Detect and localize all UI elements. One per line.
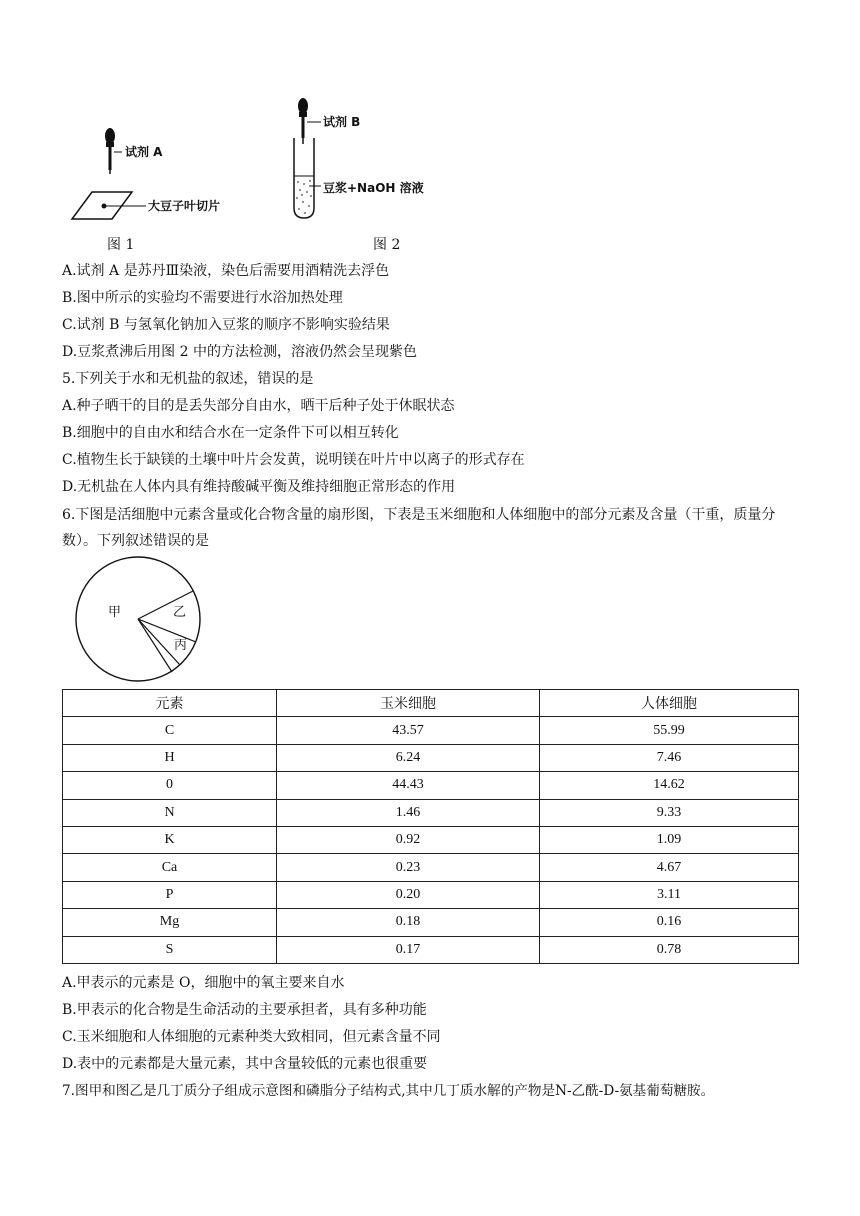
pie-label-bing: 丙 <box>174 638 188 653</box>
corn-value-cell: 0.23 <box>277 854 540 881</box>
q7-stem: 7.图甲和图乙是几丁质分子组成示意图和磷脂分子结构式,其中几丁质水解的产物是N-乙酰-D-氨基葡萄糖胺。 <box>62 1083 715 1099</box>
corn-value-cell: 44.43 <box>277 772 540 799</box>
q4-option-a: A.试剂 A 是苏丹Ⅲ染液，染色后需要用酒精洗去浮色 <box>62 263 390 279</box>
table-row <box>63 909 799 936</box>
corn-value-cell: 0.17 <box>277 936 540 963</box>
human-value-cell: 0.16 <box>540 909 799 936</box>
table-row <box>63 936 799 963</box>
table-row <box>63 826 799 853</box>
pie-divider-2 <box>138 619 196 642</box>
q5-option-d: D.无机盐在人体内具有维持酸碱平衡及维持细胞正常形态的作用 <box>62 479 456 495</box>
reagent-a-label: 试剂 A <box>125 145 163 159</box>
element-cell: K <box>63 826 277 853</box>
corn-value-cell: 0.92 <box>277 826 540 853</box>
q4-option-c: C.试剂 B 与氢氧化钠加入豆浆的顺序不影响实验结果 <box>62 317 390 333</box>
element-content-table <box>62 689 799 964</box>
table-header-element: 元素 <box>63 690 277 717</box>
pie-chart <box>72 555 212 683</box>
soybean-slice-label: 大豆子叶切片 <box>148 199 221 213</box>
q6-option-a: A.甲表示的元素是 O，细胞中的氧主要来自水 <box>62 975 345 991</box>
test-tube-illustration <box>285 96 485 226</box>
element-cell: S <box>63 936 277 963</box>
table-row <box>63 744 799 771</box>
element-cell: P <box>63 881 277 908</box>
human-value-cell: 7.46 <box>540 744 799 771</box>
q5-option-c: C.植物生长于缺镁的土壤中叶片会发黄，说明镁在叶片中以离子的形式存在 <box>62 452 525 468</box>
human-value-cell: 55.99 <box>540 717 799 744</box>
q5-stem: 5.下列关于水和无机盐的叙述，错误的是 <box>62 371 314 387</box>
table-row <box>63 772 799 799</box>
corn-value-cell: 0.18 <box>277 909 540 936</box>
table-row <box>63 799 799 826</box>
element-cell: H <box>63 744 277 771</box>
table-row <box>63 854 799 881</box>
human-value-cell: 14.62 <box>540 772 799 799</box>
human-value-cell: 3.11 <box>540 881 799 908</box>
corn-value-cell: 43.57 <box>277 717 540 744</box>
dropper-and-slide-illustration <box>70 122 270 232</box>
pie-label-yi: 乙 <box>173 605 187 620</box>
figure-1-caption: 图 1 <box>107 237 135 253</box>
q6-stem: 6.下图是活细胞中元素含量或化合物含量的扇形图，下表是玉米细胞和人体细胞中的部分元素及含量（干重，质量分数）。下列叙述错误的是 <box>62 507 776 549</box>
q6-option-c: C.玉米细胞和人体细胞的元素种类大致相同，但元素含量不同 <box>62 1029 441 1045</box>
human-value-cell: 9.33 <box>540 799 799 826</box>
soymilk-naoh-label: 豆浆+NaOH 溶液 <box>323 181 424 195</box>
table-row <box>63 881 799 908</box>
figure-2 <box>285 96 485 226</box>
element-cell: C <box>63 717 277 744</box>
human-value-cell: 1.09 <box>540 826 799 853</box>
corn-value-cell: 0.20 <box>277 881 540 908</box>
human-value-cell: 0.78 <box>540 936 799 963</box>
element-cell: Mg <box>63 909 277 936</box>
element-cell: N <box>63 799 277 826</box>
corn-value-cell: 6.24 <box>277 744 540 771</box>
pie-divider-4 <box>138 619 172 672</box>
figure-1 <box>70 122 270 232</box>
corn-value-cell: 1.46 <box>277 799 540 826</box>
element-cell: Ca <box>63 854 277 881</box>
q4-option-b: B.图中所示的实验均不需要进行水浴加热处理 <box>62 290 343 306</box>
reagent-b-label: 试剂 B <box>323 115 361 129</box>
element-cell: 0 <box>63 772 277 799</box>
q6-option-d: D.表中的元素都是大量元素，其中含量较低的元素也很重要 <box>62 1056 428 1072</box>
figure-2-caption: 图 2 <box>373 237 401 253</box>
q6-option-b: B.甲表示的化合物是生命活动的主要承担者，具有多种功能 <box>62 1002 427 1018</box>
table-header-corn: 玉米细胞 <box>277 690 540 717</box>
table-header-human: 人体细胞 <box>540 690 799 717</box>
human-value-cell: 4.67 <box>540 854 799 881</box>
table-header-row <box>63 690 799 717</box>
q5-option-b: B.细胞中的自由水和结合水在一定条件下可以相互转化 <box>62 425 399 441</box>
pie-label-jia: 甲 <box>108 605 122 620</box>
q4-option-d: D.豆浆煮沸后用图 2 中的方法检测，溶液仍然会呈现紫色 <box>62 344 417 360</box>
q5-option-a: A.种子晒干的目的是丢失部分自由水，晒干后种子处于休眠状态 <box>62 398 455 414</box>
table-row <box>63 717 799 744</box>
